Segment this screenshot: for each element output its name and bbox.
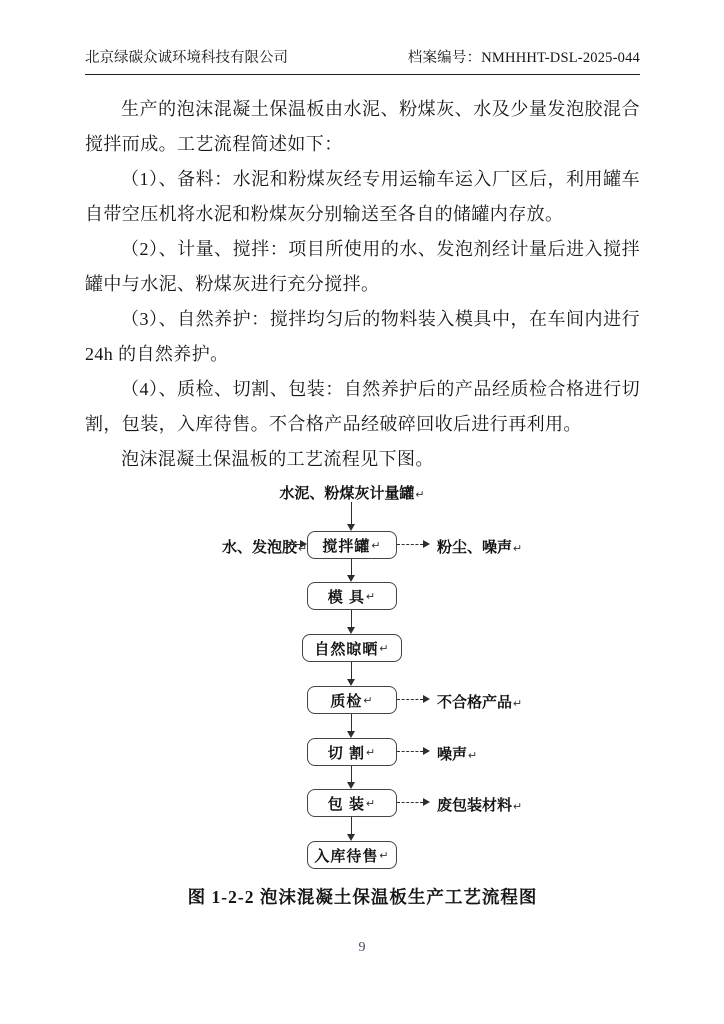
dashed-arrow-icon: [397, 699, 423, 700]
return-mark: ↵: [379, 849, 390, 862]
flowchart-box-natural-drying: 自然晾晒 ↵: [302, 634, 402, 662]
file-number-value: NMHHHT-DSL-2025-044: [481, 50, 640, 66]
paragraph-step4: （4）、质检、切割、包装：自然养护后的产品经质检合格进行切割，包装，入库待售。不合格产品经破碎回收后进行再利用。: [85, 379, 640, 434]
paragraph-step2: （2）、计量、搅拌：项目所使用的水、发泡剂经计量后进入搅拌罐中与水泥、粉煤灰进行充分搅拌。: [85, 239, 640, 294]
flowchart-box-mixing-tank: 搅拌罐 ↵: [307, 531, 397, 559]
paragraph-step1: （1）、备料：水泥和粉煤灰经专用运输车运入厂区后，利用罐车自带空压机将水泥和粉煤灰分别输送至各自的储罐内存放。: [85, 169, 640, 224]
return-mark: ↵: [379, 642, 390, 655]
flowchart-output-waste-packaging: 废包装材料↵: [437, 797, 523, 814]
flowchart-box-cutting: 切 割 ↵: [307, 738, 397, 766]
down-arrow-icon: [351, 662, 352, 679]
company-name: 北京绿碳众诚环境科技有限公司: [85, 50, 288, 66]
down-arrow-icon: [351, 817, 352, 834]
return-mark: ↵: [415, 489, 425, 501]
flowchart-box-mold: 模 具 ↵: [307, 582, 397, 610]
down-arrow-icon: [351, 559, 352, 575]
paragraph-figure-intro: 泡沫混凝土保温板的工艺流程见下图。: [121, 449, 434, 469]
flowchart-output-noise: 噪声↵: [437, 746, 478, 763]
return-mark: ↵: [365, 590, 377, 603]
input-label-text: 水、发泡胶: [222, 539, 298, 556]
source-label-text: 水泥、粉煤灰计量罐: [279, 485, 415, 502]
flowchart-output-rejects: 不合格产品↵: [437, 694, 523, 711]
dashed-arrow-icon: [397, 751, 423, 752]
paragraph-intro: 生产的泡沫混凝土保温板由水泥、粉煤灰、水及少量发泡胶混合搅拌而成。工艺流程简述如下：: [85, 99, 640, 154]
return-mark: ↵: [363, 694, 374, 707]
process-flowchart: [85, 480, 640, 880]
return-mark: ↵: [298, 543, 308, 555]
return-mark: ↵: [513, 698, 523, 710]
flowchart-box-packaging: 包 装 ↵: [307, 789, 397, 817]
return-mark: ↵: [513, 801, 523, 813]
return-mark: ↵: [371, 539, 382, 552]
paragraph-step3: （3）、自然养护：搅拌均匀后的物料装入模具中，在车间内进行 24h 的自然养护。: [85, 309, 640, 364]
down-arrow-icon: [351, 714, 352, 731]
return-mark: ↵: [365, 797, 377, 810]
flowchart-box-quality-check: 质检 ↵: [307, 686, 397, 714]
flowchart-input-label: [222, 536, 307, 557]
dashed-arrow-icon: [397, 544, 423, 545]
right-arrow-icon: [287, 544, 300, 545]
down-arrow-icon: [351, 502, 352, 524]
page-number: 9: [358, 940, 366, 955]
return-mark: ↵: [365, 746, 377, 759]
down-arrow-icon: [351, 766, 352, 782]
return-mark: ↵: [468, 750, 478, 762]
page-header: [85, 46, 640, 75]
file-number: [408, 46, 640, 67]
flowchart-box-storage-sale: 入库待售 ↵: [307, 841, 397, 869]
return-mark: ↵: [513, 543, 523, 555]
flowchart-source-label: [279, 482, 424, 503]
dashed-arrow-icon: [397, 802, 423, 803]
flowchart-output-dust-noise: 粉尘、噪声↵: [437, 539, 523, 556]
file-number-label: 档案编号：: [407, 50, 482, 66]
down-arrow-icon: [351, 610, 352, 627]
body-text: [85, 92, 640, 477]
figure-caption: 图 1-2-2 泡沫混凝土保温板生产工艺流程图: [187, 887, 538, 907]
